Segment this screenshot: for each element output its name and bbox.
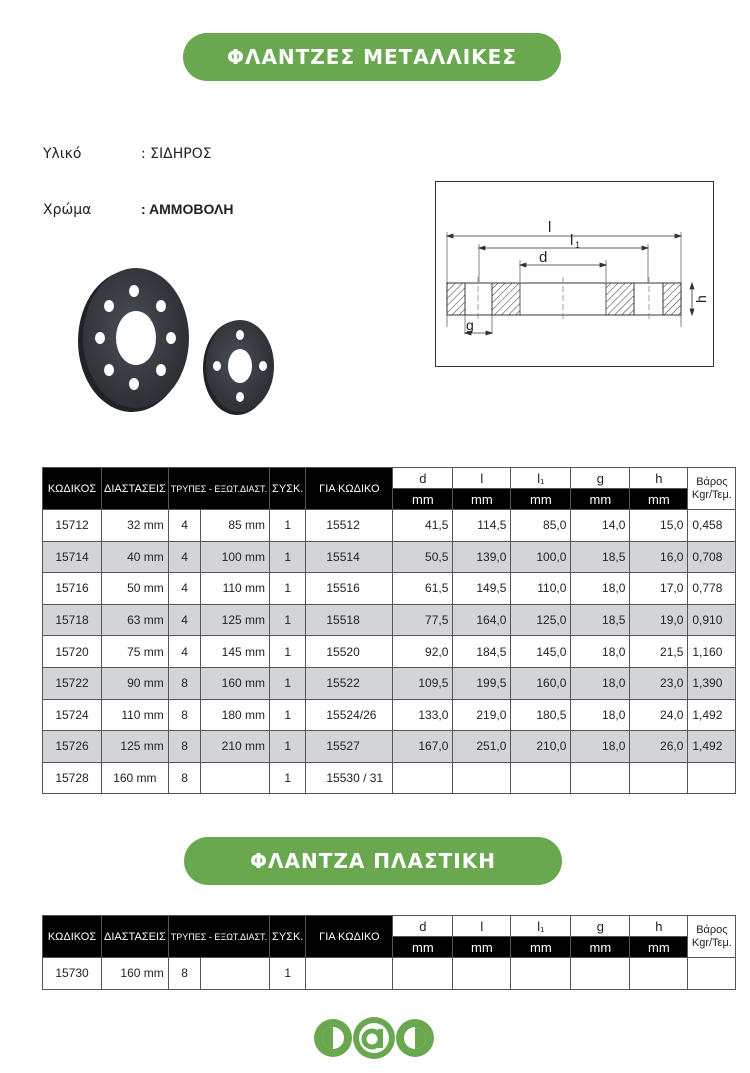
cell-dim: 63 mm (102, 604, 169, 636)
plastic-flange-table (42, 915, 736, 990)
col-d-header: d (393, 916, 453, 937)
cell-code: 15714 (43, 541, 102, 573)
cell-for: 15520 (306, 636, 393, 668)
cell-weight: 0,910 (688, 604, 736, 636)
cell-l1: 100,0 (511, 541, 571, 573)
cell-ext: 180 mm (201, 699, 270, 731)
unit-l: mm (453, 489, 511, 510)
cell-pack: 1 (270, 541, 306, 573)
col-for-code-header: ΓΙΑ ΚΩΔΙΚΟ (306, 468, 393, 510)
cell-d (393, 958, 453, 990)
cell-code: 15730 (43, 958, 102, 990)
cell-l: 199,5 (453, 667, 511, 699)
cell-l1: 85,0 (511, 510, 571, 542)
cell-l: 149,5 (453, 573, 511, 605)
material-label: Υλικό (43, 146, 82, 162)
cell-g: 18,5 (571, 604, 630, 636)
flanges-photo (70, 262, 290, 422)
cell-h: 17,0 (630, 573, 688, 605)
cell-d: 77,5 (393, 604, 453, 636)
col-for-code-header: ΓΙΑ ΚΩΔΙΚΟ (306, 916, 393, 958)
cell-for: 15518 (306, 604, 393, 636)
cell-holes: 8 (168, 958, 201, 990)
table-row (43, 510, 736, 542)
cell-for: 15530 / 31 (306, 762, 393, 794)
cell-ext: 145 mm (201, 636, 270, 668)
cell-d: 50,5 (393, 541, 453, 573)
cell-holes: 4 (168, 510, 201, 542)
cell-l1 (511, 762, 571, 794)
cell-weight: 0,778 (688, 573, 736, 605)
cell-holes: 4 (168, 604, 201, 636)
col-g-header: g (571, 468, 630, 489)
unit-h: mm (630, 489, 688, 510)
cell-pack: 1 (270, 699, 306, 731)
cell-for: 15527 (306, 731, 393, 763)
cell-dim: 50 mm (102, 573, 169, 605)
cell-pack: 1 (270, 510, 306, 542)
cell-holes: 8 (168, 731, 201, 763)
cell-l (453, 958, 511, 990)
cell-for: 15514 (306, 541, 393, 573)
cell-weight (688, 958, 736, 990)
table-row (43, 636, 736, 668)
label-h: h (693, 295, 709, 303)
col-h-header: h (630, 468, 688, 489)
cell-code: 15728 (43, 762, 102, 794)
cell-pack: 1 (270, 731, 306, 763)
unit-d: mm (393, 489, 453, 510)
table-row (43, 667, 736, 699)
cell-l1: 145,0 (511, 636, 571, 668)
unit-g: mm (571, 489, 630, 510)
material-value: : ΣΙΔΗΡΟΣ (141, 146, 212, 162)
cell-dim: 75 mm (102, 636, 169, 668)
cell-for: 15522 (306, 667, 393, 699)
cell-weight: 0,708 (688, 541, 736, 573)
cell-holes: 4 (168, 573, 201, 605)
cell-g (571, 958, 630, 990)
cell-weight (688, 762, 736, 794)
col-d-header: d (393, 468, 453, 489)
cell-d: 61,5 (393, 573, 453, 605)
cell-for (306, 958, 393, 990)
label-g: g (466, 317, 474, 333)
cell-for: 15524/26 (306, 699, 393, 731)
cell-h (630, 762, 688, 794)
cell-code: 15720 (43, 636, 102, 668)
table-row (43, 604, 736, 636)
col-l-header: l (453, 916, 511, 937)
cell-h: 24,0 (630, 699, 688, 731)
brand-logo (311, 1015, 437, 1061)
cell-dim: 90 mm (102, 667, 169, 699)
unit-h: mm (630, 937, 688, 958)
col-weight-header (688, 468, 736, 510)
cell-code: 15718 (43, 604, 102, 636)
cell-weight: 1,492 (688, 731, 736, 763)
material-row (43, 146, 212, 162)
cell-code: 15726 (43, 731, 102, 763)
cell-g: 14,0 (571, 510, 630, 542)
plastic-flange-banner: ΦΛΑΝΤΖΑ ΠΛΑΣΤΙΚΗ (184, 837, 562, 885)
col-weight-header (688, 916, 736, 958)
cell-l (453, 762, 511, 794)
cell-ext: 110 mm (201, 573, 270, 605)
cell-l1: 210,0 (511, 731, 571, 763)
cell-pack: 1 (270, 762, 306, 794)
diagram-svg (436, 182, 713, 366)
label-d: d (539, 249, 548, 266)
cell-dim: 160 mm (102, 958, 169, 990)
cell-code: 15716 (43, 573, 102, 605)
cell-ext: 160 mm (201, 667, 270, 699)
col-holes-header: ΤΡΥΠΕΣ - ΕΞΩΤ.ΔΙΑΣΤ. (168, 916, 269, 958)
cell-code: 15722 (43, 667, 102, 699)
col-pack-header: ΣΥΣΚ. (270, 916, 306, 958)
cell-h: 19,0 (630, 604, 688, 636)
color-row (43, 201, 233, 218)
cell-dim: 40 mm (102, 541, 169, 573)
cell-g: 18,0 (571, 636, 630, 668)
cell-holes: 8 (168, 699, 201, 731)
cell-d: 167,0 (393, 731, 453, 763)
cell-g: 18,5 (571, 541, 630, 573)
color-label: Χρώμα (43, 202, 92, 218)
cell-l: 164,0 (453, 604, 511, 636)
cell-l: 114,5 (453, 510, 511, 542)
cell-ext: 125 mm (201, 604, 270, 636)
cell-d (393, 762, 453, 794)
col-code-header: ΚΩΔΙΚΟΣ (43, 468, 102, 510)
label-l1-sub: 1 (575, 240, 581, 250)
col-h-header: h (630, 916, 688, 937)
cell-dim: 32 mm (102, 510, 169, 542)
label-l1: l (570, 232, 574, 249)
cell-g: 18,0 (571, 573, 630, 605)
color-value: : ΑΜΜΟΒΟΛΗ (141, 201, 234, 217)
unit-l: mm (453, 937, 511, 958)
flange-dimension-diagram (435, 181, 714, 367)
weight-header-line1: Βάρος (696, 475, 728, 488)
table-row (43, 541, 736, 573)
table-row (43, 573, 736, 605)
cell-l: 139,0 (453, 541, 511, 573)
cell-weight: 1,390 (688, 667, 736, 699)
unit-d: mm (393, 937, 453, 958)
cell-code: 15724 (43, 699, 102, 731)
weight-header-line1: Βάρος (696, 923, 728, 936)
weight-header-line2: Kgr/Τεμ. (691, 488, 732, 501)
cell-l1 (511, 958, 571, 990)
unit-l1: mm (511, 489, 571, 510)
cell-l1: 110,0 (511, 573, 571, 605)
cell-ext: 210 mm (201, 731, 270, 763)
cell-g (571, 762, 630, 794)
cell-holes: 8 (168, 667, 201, 699)
cell-h: 26,0 (630, 731, 688, 763)
cell-pack: 1 (270, 573, 306, 605)
cell-g: 18,0 (571, 731, 630, 763)
col-g-header: g (571, 916, 630, 937)
col-l1-header: l₁ (511, 468, 571, 489)
col-code-header: ΚΩΔΙΚΟΣ (43, 916, 102, 958)
table-row (43, 762, 736, 794)
cell-l1: 125,0 (511, 604, 571, 636)
col-l1-header: l₁ (511, 916, 571, 937)
cell-weight: 0,458 (688, 510, 736, 542)
cell-l1: 160,0 (511, 667, 571, 699)
cell-g: 18,0 (571, 667, 630, 699)
cell-h: 23,0 (630, 667, 688, 699)
label-l: l (548, 219, 552, 236)
table-row (43, 731, 736, 763)
cell-ext (201, 958, 270, 990)
cell-weight: 1,492 (688, 699, 736, 731)
cell-l1: 180,5 (511, 699, 571, 731)
cell-pack: 1 (270, 958, 306, 990)
cell-dim: 160 mm (102, 762, 169, 794)
cell-d: 41,5 (393, 510, 453, 542)
cell-pack: 1 (270, 636, 306, 668)
cell-d: 133,0 (393, 699, 453, 731)
cell-l: 184,5 (453, 636, 511, 668)
table-row (43, 958, 736, 990)
cell-ext: 100 mm (201, 541, 270, 573)
col-dims-header: ΔΙΑΣΤΑΣΕΙΣ (102, 468, 169, 510)
cell-h: 21,5 (630, 636, 688, 668)
cell-holes: 8 (168, 762, 201, 794)
cell-dim: 110 mm (102, 699, 169, 731)
cell-holes: 4 (168, 541, 201, 573)
cell-d: 109,5 (393, 667, 453, 699)
cell-h: 15,0 (630, 510, 688, 542)
cell-d: 92,0 (393, 636, 453, 668)
cell-dim: 125 mm (102, 731, 169, 763)
cell-weight: 1,160 (688, 636, 736, 668)
table-row (43, 699, 736, 731)
cell-g: 18,0 (571, 699, 630, 731)
unit-l1: mm (511, 937, 571, 958)
cell-pack: 1 (270, 667, 306, 699)
metal-flanges-table (42, 467, 736, 794)
col-holes-header: ΤΡΥΠΕΣ - ΕΞΩΤ.ΔΙΑΣΤ. (168, 468, 269, 510)
weight-header-line2: Kgr/Τεμ. (691, 936, 732, 949)
cell-h: 16,0 (630, 541, 688, 573)
cell-for: 15512 (306, 510, 393, 542)
unit-g: mm (571, 937, 630, 958)
cell-for: 15516 (306, 573, 393, 605)
cell-ext: 85 mm (201, 510, 270, 542)
cell-ext (201, 762, 270, 794)
cell-code: 15712 (43, 510, 102, 542)
cell-pack: 1 (270, 604, 306, 636)
col-dims-header: ΔΙΑΣΤΑΣΕΙΣ (102, 916, 169, 958)
cell-h (630, 958, 688, 990)
cell-holes: 4 (168, 636, 201, 668)
col-pack-header: ΣΥΣΚ. (270, 468, 306, 510)
metal-flanges-banner: ΦΛΑΝΤΖΕΣ ΜΕΤΑΛΛΙΚΕΣ (183, 33, 561, 81)
cell-l: 251,0 (453, 731, 511, 763)
col-l-header: l (453, 468, 511, 489)
cell-l: 219,0 (453, 699, 511, 731)
